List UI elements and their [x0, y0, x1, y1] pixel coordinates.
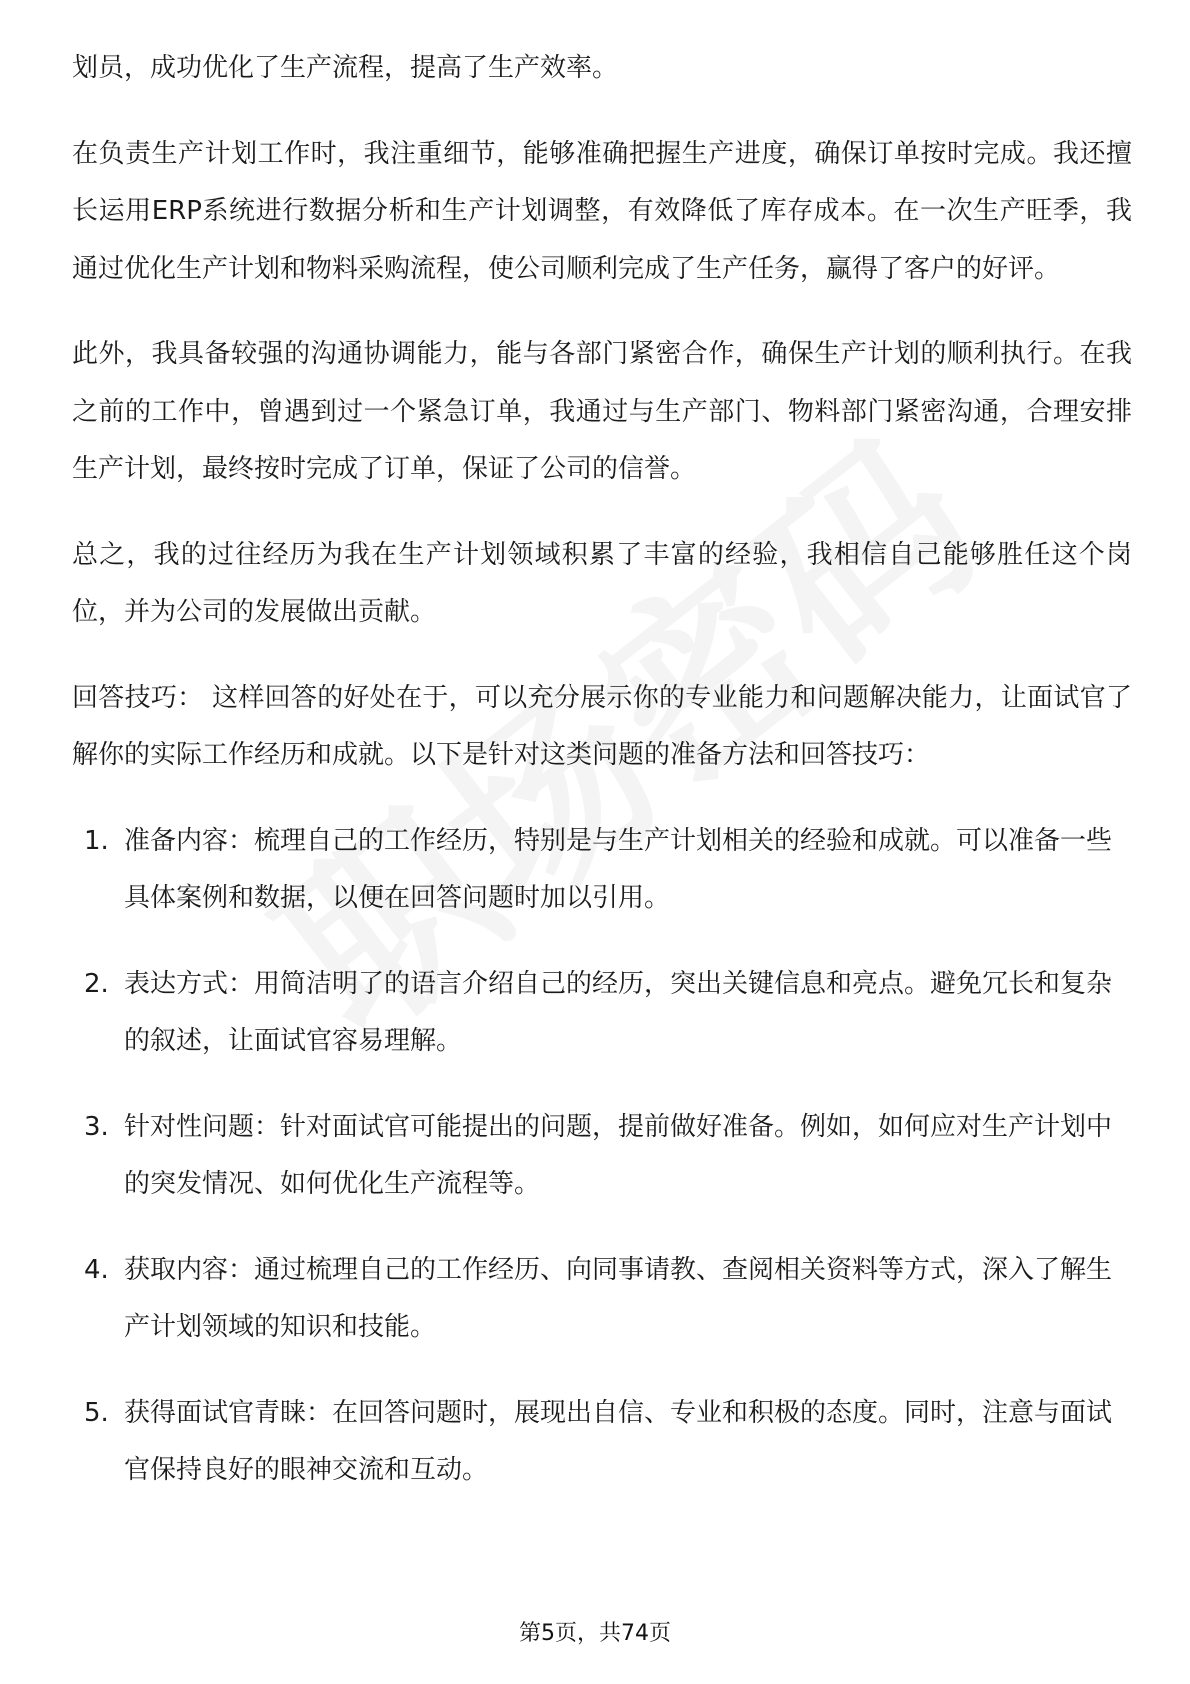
list-item-text: 获取内容：通过梳理自己的工作经历、向同事请教、查阅相关资料等方式，深入了解生产计划领域的知识和技能。	[124, 1254, 1113, 1342]
list-item-number: 1.	[84, 825, 109, 856]
list-item	[72, 1242, 1132, 1357]
list-item-number: 4.	[84, 1254, 109, 1285]
list-item	[72, 1385, 1132, 1500]
paragraph: 划员，成功优化了生产流程，提高了生产效率。	[72, 53, 619, 83]
list-item	[72, 956, 1132, 1071]
list-item-number: 5.	[84, 1397, 109, 1428]
list-item	[72, 813, 1132, 928]
list-item-text: 表达方式：用简洁明了的语言介绍自己的经历，突出关键信息和亮点。避免冗长和复杂的叙述，让面试官容易理解。	[124, 968, 1113, 1056]
list-item-text: 获得面试官青睐：在回答问题时，展现出自信、专业和积极的态度。同时，注意与面试官保持良好的眼神交流和互动。	[124, 1397, 1113, 1485]
tips-list	[72, 813, 1132, 1500]
paragraph: 总之，我的过往经历为我在生产计划领域积累了丰富的经验，我相信自己能够胜任这个岗位，并为公司的发展做出贡献。	[72, 539, 1132, 627]
list-item-text: 针对性问题：针对面试官可能提出的问题，提前做好准备。例如，如何应对生产计划中的突发情况、如何优化生产流程等。	[124, 1111, 1113, 1199]
tips-heading: 回答技巧： 这样回答的好处在于，可以充分展示你的专业能力和问题解决能力，让面试官了解你的实际工作经历和成就。以下是针对这类问题的准备方法和回答技巧：	[72, 682, 1132, 770]
page-number: 第5页，共74页	[519, 1621, 671, 1646]
list-item-number: 2.	[84, 968, 109, 999]
paragraph: 在负责生产计划工作时，我注重细节，能够准确把握生产进度，确保订单按时完成。我还擅长运用ERP系统进行数据分析和生产计划调整，有效降低了库存成本。在一次生产旺季，我通过优化生产计划和物料采购流程，使公司顺利完成了生产任务，赢得了客户的好评。	[72, 138, 1132, 284]
list-item-number: 3.	[84, 1111, 109, 1142]
list-item	[72, 1099, 1132, 1214]
paragraph: 此外，我具备较强的沟通协调能力，能与各部门紧密合作，确保生产计划的顺利执行。在我之前的工作中，曾遇到过一个紧急订单，我通过与生产部门、物料部门紧密沟通，合理安排生产计划，最终按时完成了订单，保证了公司的信誉。	[72, 339, 1132, 484]
list-item-text: 准备内容：梳理自己的工作经历，特别是与生产计划相关的经验和成就。可以准备一些具体案例和数据，以便在回答问题时加以引用。	[124, 825, 1113, 913]
document-body	[72, 40, 1132, 1528]
